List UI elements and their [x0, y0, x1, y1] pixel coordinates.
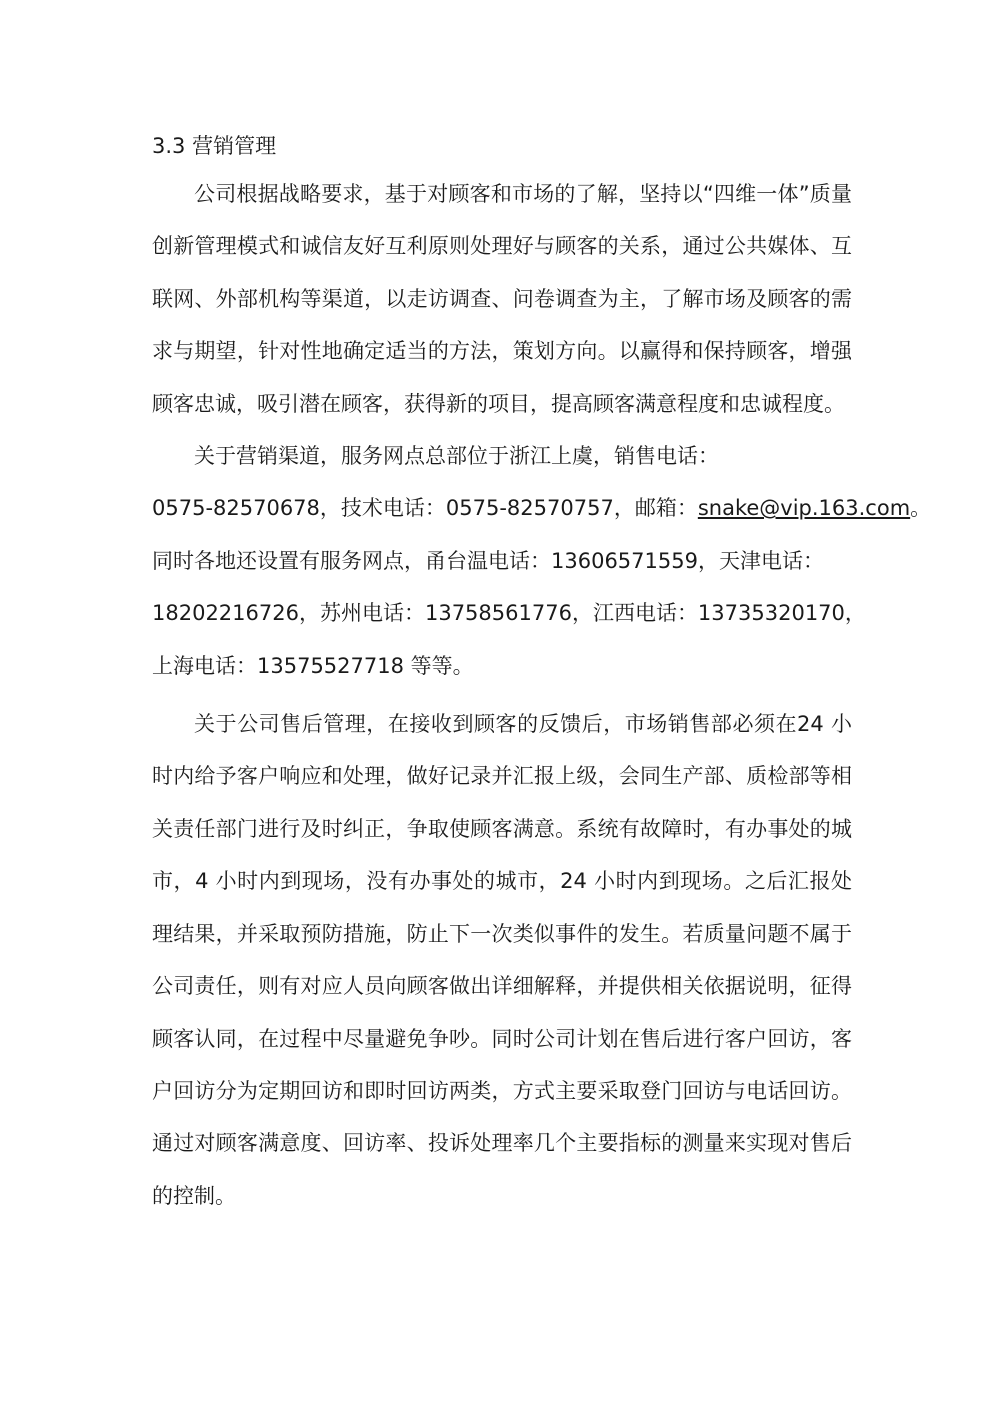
contact-line-phones-email — [152, 482, 932, 534]
paragraph-marketing-strategy: 公司根据战略要求，基于对顾客和市场的了解，坚持以“四维一体”质量创新管理模式和诚信友好互利原则处理好与顾客的关系，通过公共媒体、互联网、外部机构等渠道，以走访调查、问卷调查为主，了解市场及顾客的需求与期望，针对性地确定适当的方法，策划方向。以赢得和保持顾客，增强顾客忠诚，吸引潜在顾客，获得新的项目，提高顾客满意程度和忠诚程度。 — [152, 182, 852, 416]
channels-line: 关于营销渠道，服务网点总部位于浙江上虞，销售电话： — [194, 444, 719, 469]
phone-text: 0575-82570678，技术电话：0575-82570757，邮箱： — [152, 496, 698, 521]
contact-line-branch-phones: 18202216726，苏州电话：13758561776，江西电话：13735320170， — [152, 601, 866, 626]
paragraph-after-sales: 关于公司售后管理，在接收到顾客的反馈后，市场销售部必须在24 小时内给予客户响应和处理，做好记录并汇报上级，会同生产部、质检部等相关责任部门进行及时纠正，争取使顾客满意。系统有故障时，有办事处的城市，4 小时内到现场，没有办事处的城市，24 小时内到现场。之后汇报处理结果，并采取预防措施，防止下一次类似事件的发生。若质量问题不属于公司责任，则有对应人员向顾客做出详细解释，并提供相关依据说明，征得顾客认同，在过程中尽量避免争吵。同时公司计划在售后进行客户回访，客户回访分为定期回访和即时回访两类，方式主要采取登门回访与电话回访。通过对顾客满意度、回访率、投诉处理率几个主要指标的测量来实现对售后的控制。 — [152, 712, 852, 1208]
email-link[interactable]: snake@vip.163.com — [697, 496, 911, 521]
punctuation-text: 。 — [910, 496, 932, 521]
section-heading: 3.3 营销管理 — [152, 134, 277, 158]
contact-line-branches: 同时各地还设置有服务网点，甬台温电话：13606571559，天津电话： — [152, 548, 824, 573]
document-body — [152, 124, 932, 1222]
contact-line-shanghai: 上海电话：13575527718 等等。 — [152, 653, 474, 678]
paragraph-marketing-channels — [152, 430, 932, 692]
